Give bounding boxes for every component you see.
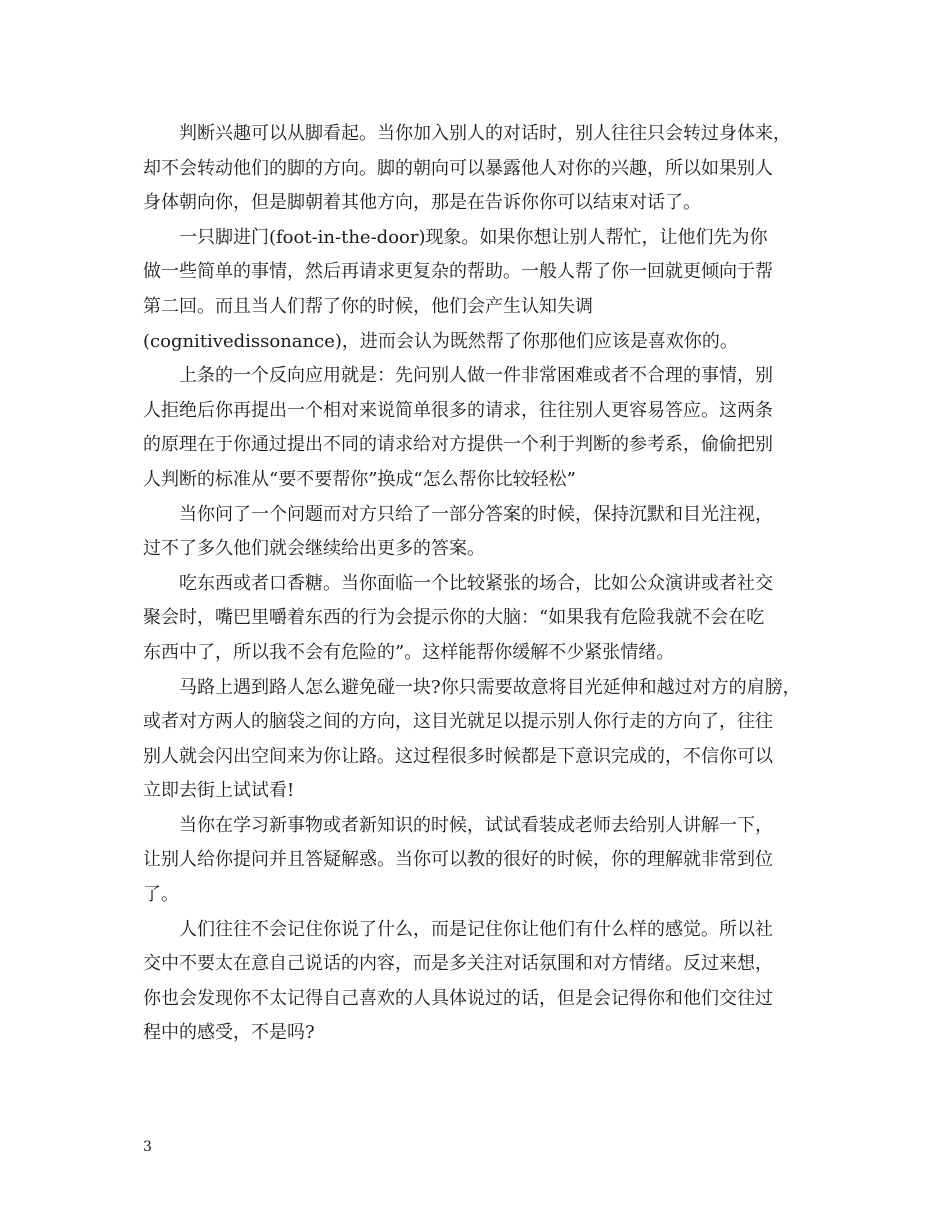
text-line: 人判断的标准从“要不要帮你”换成“怎么帮你比较轻松” [143, 468, 576, 490]
text-line: 上条的一个反向应用就是：先问别人做一件非常困难或者不合理的事情，别 [179, 365, 773, 387]
text-line: (cognitivedissonance)，进而会认为既然帮了你那他们应该是喜欢你的。 [143, 330, 738, 352]
paragraph [143, 117, 813, 221]
text-line: 第二回。而且当人们帮了你的时候，他们会产生认知失调 [143, 295, 593, 317]
text-line: 的原理在于你通过提出不同的请求给对方提供一个利于判断的参考系，偷偷把别 [143, 434, 773, 456]
text-line: 过不了多久他们就会继续给出更多的答案。 [143, 538, 485, 560]
text-line: 判断兴趣可以从脚看起。当你加入别人的对话时，别人往往只会转过身体来， [179, 123, 791, 144]
text-line: 一只脚进门(foot-in-the-door)现象。如果你想让别人帮忙，让他们先为你 [179, 226, 768, 248]
document-body [143, 117, 813, 1051]
text-line: 马路上遇到路人怎么避免碰一块?你只需要故意将目光延伸和越过对方的肩膀， [179, 676, 801, 698]
paragraph [143, 498, 813, 567]
text-line: 程中的感受，不是吗? [143, 1022, 315, 1044]
text-line: 让别人给你提问并且答疑解惑。当你可以教的很好的时候，你的理解就非常到位 [143, 849, 773, 871]
text-line: 立即去街上试试看! [143, 780, 295, 802]
paragraph [143, 221, 813, 359]
paragraph [143, 913, 813, 1051]
text-line: 人拒绝后你再提出一个相对来说简单很多的请求，往往别人更容易答应。这两条 [143, 399, 773, 421]
text-line: 东西中了，所以我不会有危险的”。这样能帮你缓解不少紧张情绪。 [143, 641, 675, 663]
text-line: 身体朝向你，但是脚朝着其他方向，那是在告诉你你可以结束对话了。 [143, 192, 701, 214]
paragraph [143, 809, 813, 913]
text-line: 别人就会闪出空间来为你让路。这过程很多时候都是下意识完成的，不信你可以 [143, 745, 773, 767]
paragraph [143, 567, 813, 671]
paragraph [143, 359, 813, 497]
text-line: 了。 [143, 884, 179, 906]
text-line: 当你问了一个问题而对方只给了一部分答案的时候，保持沉默和目光注视， [179, 503, 773, 525]
text-line: 或者对方两人的脑袋之间的方向，这目光就足以提示别人你行走的方向了，往往 [143, 711, 773, 733]
text-line: 却不会转动他们的脚的方向。脚的朝向可以暴露他人对你的兴趣，所以如果别人 [143, 157, 773, 179]
text-line: 交中不要太在意自己说话的内容，而是多关注对话氛围和对方情绪。反过来想， [143, 953, 773, 975]
text-line: 聚会时，嘴巴里嚼着东西的行为会提示你的大脑：“如果我有危险我就不会在吃 [143, 607, 765, 629]
text-line: 吃东西或者口香糖。当你面临一个比较紧张的场合，比如公众演讲或者社交 [179, 572, 773, 594]
paragraph [143, 671, 813, 809]
text-line: 你也会发现你不太记得自己喜欢的人具体说过的话，但是会记得你和他们交往过 [143, 987, 773, 1009]
text-line: 当你在学习新事物或者新知识的时候，试试看装成老师去给别人讲解一下， [179, 814, 773, 836]
page-number: 3 [143, 1139, 152, 1155]
text-line: 做一些简单的事情，然后再请求更复杂的帮助。一般人帮了你一回就更倾向于帮 [143, 261, 773, 283]
text-line: 人们往往不会记住你说了什么，而是记住你让他们有什么样的感觉。所以社 [179, 918, 773, 940]
